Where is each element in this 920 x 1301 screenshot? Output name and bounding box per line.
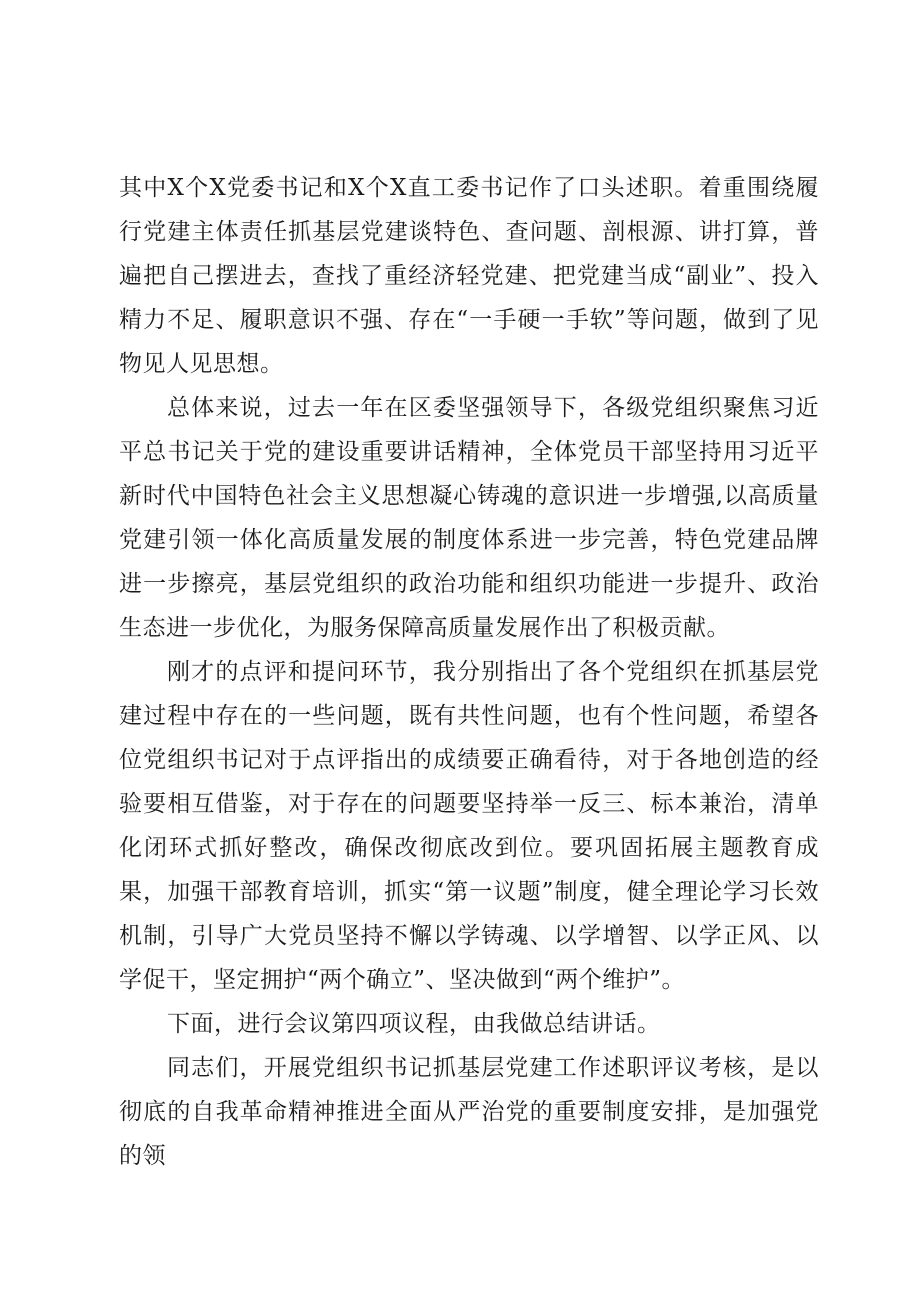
paragraph-agenda: 下面，进行会议第四项议程，由我做总结讲话。	[167, 1011, 661, 1037]
document-body	[119, 166, 819, 1178]
paragraph-summary: 总体来说，过去一年在区委坚强领导下，各级党组织聚焦习近平总书记关于党的建设重要讲话精神，全体党员干部坚持用习近平新时代中国特色社会主义思想凝心铸魂的意识进一步增强,以高质量党建引领一体化高质量发展的制度体系进一步完善，特色党建品牌进一步擦亮，基层党组织的政治功能和组织功能进一步提升、政治生态进一步优化，为服务保障高质量发展作出了积极贡献。	[119, 395, 819, 641]
paragraph-continuation: 其中X个X党委书记和X个X直工委书记作了口头述职。着重围绕履行党建主体责任抓基层党建谈特色、查问题、剖根源、讲打算，普遍把自己摆进去，查找了重经济轻党建、把党建当成“副业”、投入精力不足、履职意识不强、存在“一手硬一手软”等问题，做到了见物见人见思想。	[119, 175, 819, 377]
paragraph-review: 刚才的点评和提问环节，我分别指出了各个党组织在抓基层党建过程中存在的一些问题，既有共性问题，也有个性问题，希望各位党组织书记对于点评指出的成绩要正确看待，对于各地创造的经验要相互借鉴，对于存在的问题要坚持举一反三、标本兼治，清单化闭环式抓好整改，确保改彻底改到位。要巩固拓展主题教育成果，加强干部教育培训，抓实“第一议题”制度，健全理论学习长效机制，引导广大党员坚持不懈以学铸魂、以学增智、以学正风、以学促干，坚定拥护“两个确立”、坚决做到“两个维护”。	[119, 659, 819, 993]
paragraph-speech-opening: 同志们，开展党组织书记抓基层党建工作述职评议考核，是以彻底的自我革命精神推进全面从严治党的重要制度安排，是加强党的领	[119, 1055, 819, 1169]
